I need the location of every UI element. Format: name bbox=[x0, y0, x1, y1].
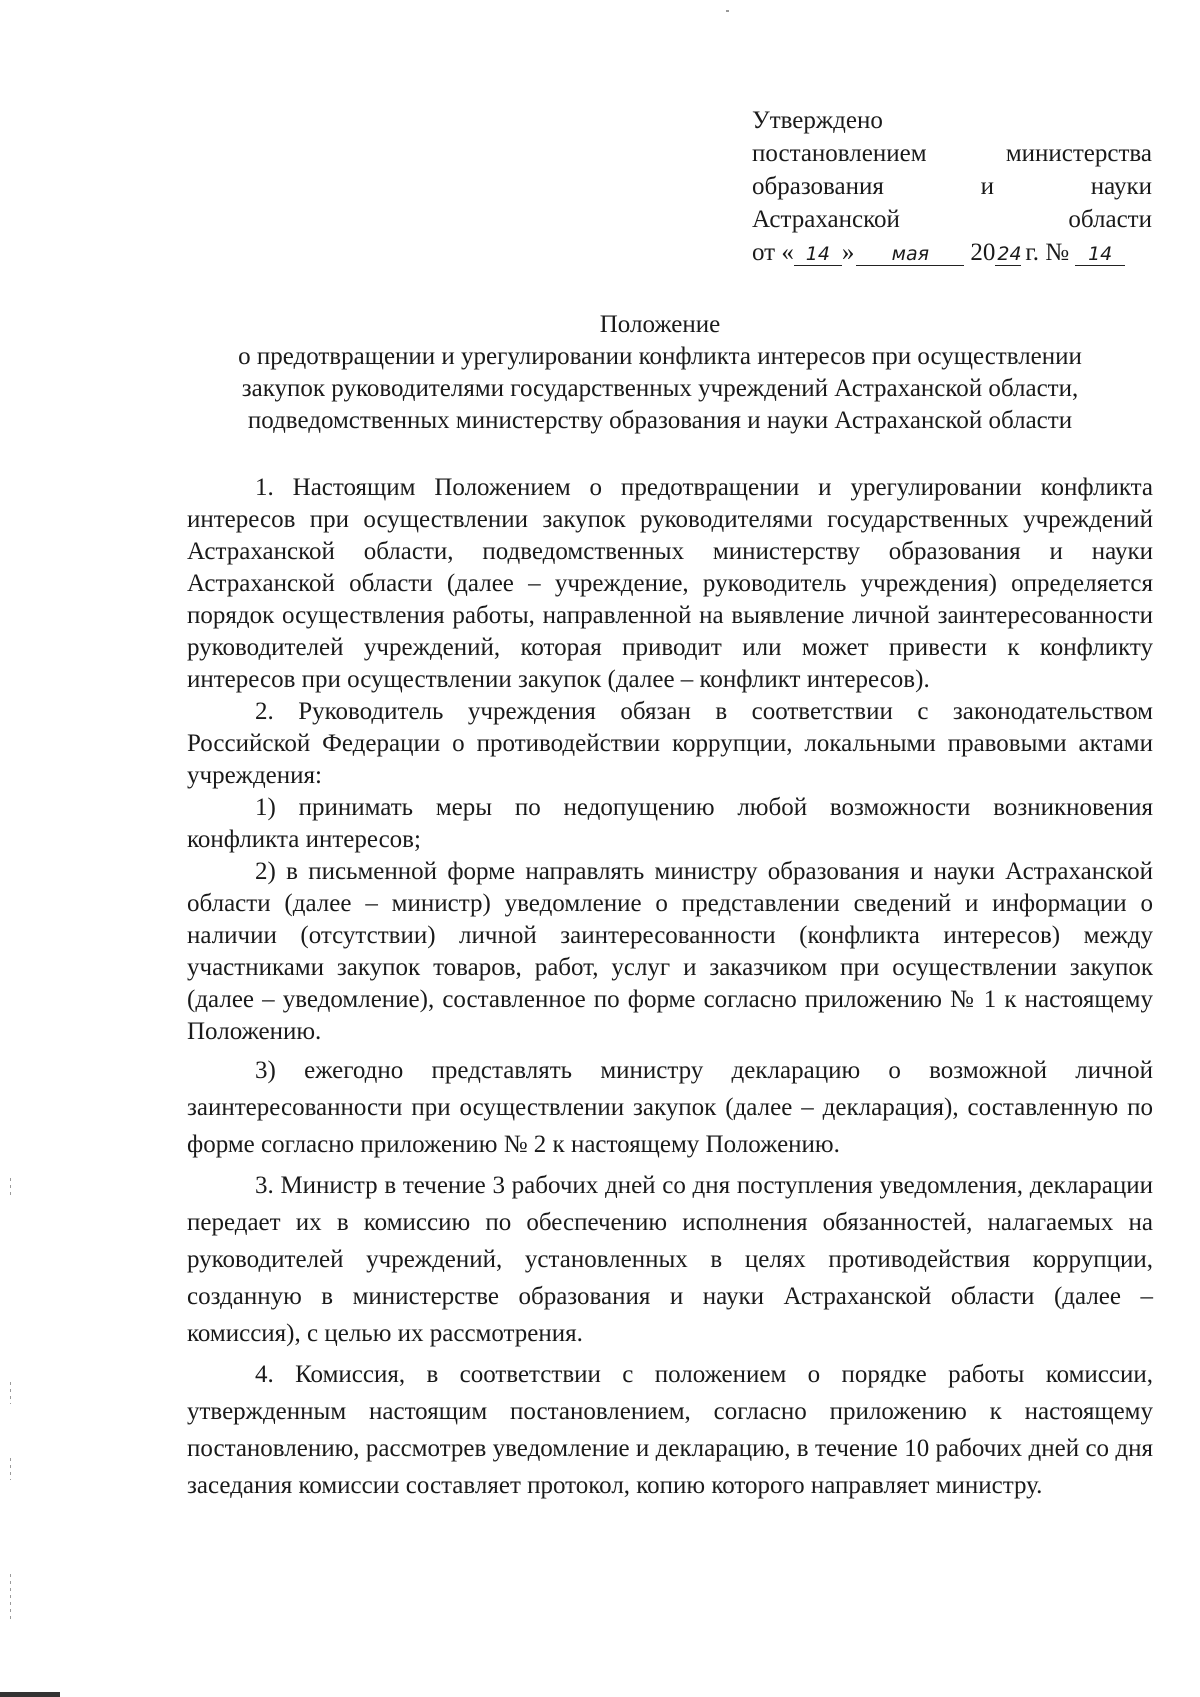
document-body bbox=[187, 472, 1153, 1504]
handwritten-number: 14 bbox=[1075, 243, 1125, 266]
paragraph-2-item-3: 3) ежегодно представлять министру декларацию о возможной личной заинтересованности при осуществлении закупок (далее – декларация), составленную по форме согласно приложению № 2 к настоящему Положению. bbox=[187, 1057, 1153, 1158]
document-title: Положение bbox=[599, 311, 721, 338]
date-number-label: г. № bbox=[1025, 239, 1070, 266]
scan-margin-mark bbox=[10, 1574, 11, 1620]
approval-word: науки bbox=[1090, 173, 1152, 200]
approval-word: Астраханской bbox=[752, 206, 900, 233]
approval-word: постановлением bbox=[752, 140, 927, 167]
paragraph-2: 2. Руководитель учреждения обязан в соответствии с законодательством Российской Федерации о противодействии коррупции, локальными правовыми актами учреждения: bbox=[187, 698, 1153, 789]
scan-margin-mark bbox=[10, 1178, 11, 1198]
document-title-block bbox=[160, 309, 1160, 437]
approval-word: министерства bbox=[1005, 140, 1152, 167]
paragraph-2-item-1: 1) принимать меры по недопущению любой возможности возникновения конфликта интересов; bbox=[187, 794, 1153, 853]
approval-date-line bbox=[752, 236, 1152, 269]
paragraph-2-item-2: 2) в письменной форме направлять министру образования и науки Астраханской области (далее – министр) уведомление о представлении сведений и информации о наличии (отсутствии) личной заинтересованности (конфликта интересов) между участниками закупок товаров, работ, услуг и заказчиком при осуществлении закупок (далее – уведомление), составленное по форме согласно приложению № 1 к настоящему Положению. bbox=[187, 858, 1153, 1045]
document-subtitle-line-2: закупок руководителями государственных учреждений Астраханской области, bbox=[241, 375, 1079, 402]
handwritten-day: 14 bbox=[794, 243, 842, 266]
paragraph-4: 4. Комиссия, в соответствии с положением о порядке работы комиссии, утвержденным настоящим постановлением, согласно приложению к настоящему постановлению, рассмотрев уведомление и декларацию, в течение 10 рабочих дней со дня заседания комиссии составляет протокол, копию которого направляет министру. bbox=[187, 1361, 1153, 1499]
approval-line-2 bbox=[752, 137, 1152, 170]
approval-word: области bbox=[1068, 206, 1152, 233]
scan-margin-mark bbox=[10, 1382, 11, 1404]
approval-line-1: Утверждено bbox=[752, 107, 883, 134]
handwritten-month: мая bbox=[856, 243, 964, 266]
approval-stamp-block bbox=[752, 104, 1152, 269]
date-mid: » bbox=[841, 239, 855, 266]
document-subtitle-line-3: подведомственных министерству образования и науки Астраханской области bbox=[247, 407, 1073, 434]
paragraph-1: 1. Настоящим Положением о предотвращении и урегулировании конфликта интересов при осуществлении закупок руководителями государственных учреждений Астраханской области, подведомственных министерству образования и науки Астраханской области (далее – учреждение, руководитель учреждения) определяется порядок осуществления работы, направленной на выявление личной заинтересованности руководителей учреждений, которая приводит или может привести к конфликту интересов при осуществлении закупок (далее – конфликт интересов). bbox=[187, 474, 1153, 693]
scan-corner-mark bbox=[0, 1692, 60, 1697]
approval-word: и bbox=[980, 173, 995, 200]
approval-word: образования bbox=[752, 173, 884, 200]
document-subtitle-line-1: о предотвращении и урегулировании конфликта интересов при осуществлении bbox=[238, 343, 1082, 370]
date-prefix: от « bbox=[752, 239, 794, 266]
scan-speck bbox=[726, 10, 729, 12]
scan-margin-mark bbox=[10, 1458, 11, 1480]
paragraph-3: 3. Министр в течение 3 рабочих дней со дня поступления уведомления, декларации передает их в комиссию по обеспечению исполнения обязанностей, налагаемых на руководителей учреждений, установленных в целях противодействия коррупции, созданную в министерстве образования и науки Астраханской области (далее – комиссия), с целью их рассмотрения. bbox=[187, 1172, 1153, 1347]
date-year-prefix: 20 bbox=[970, 239, 996, 266]
handwritten-year: 24 bbox=[997, 243, 1022, 265]
approval-line-4 bbox=[752, 203, 1152, 236]
approval-line-3 bbox=[752, 170, 1152, 203]
